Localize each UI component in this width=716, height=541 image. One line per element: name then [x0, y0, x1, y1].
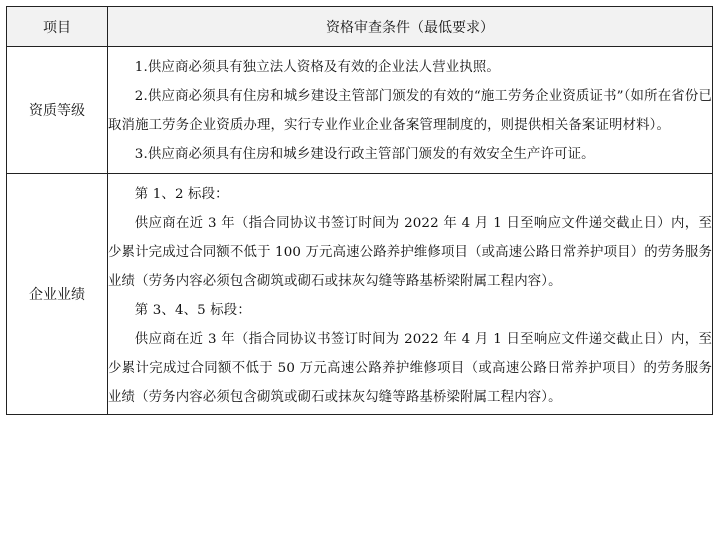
table-row-performance	[7, 174, 713, 415]
table-header-row	[7, 7, 713, 47]
row-label-performance: 企业业绩	[7, 174, 108, 415]
qualification-condition-1: 1.供应商必须具有独立法人资格及有效的企业法人营业执照。	[134, 60, 500, 75]
qualification-condition-2: 2.供应商必须具有住房和城乡建设主管部门颁发的有效的“施工劳务企业资质证书”（如所在省份已取消施工劳务企业资质办理，实行专业作业企业备案管理制度的，则提供相关备案证明材料）。	[108, 89, 712, 133]
lot-heading-1-2: 第 1、2 标段：	[134, 187, 229, 202]
performance-condition-lot-3-4-5: 供应商在近 3 年（指合同协议书签订时间为 2022 年 4 月 1 日至响应文件递交截止日）内，至少累计完成过合同额不低于 50 万元高速公路养护维修项目（或高速公路日常养护项目）的劳务服务业绩（劳务内容必须包含砌筑或砌石或抹灰勾缝等路基桥梁附属工程内容）。	[108, 332, 712, 405]
qualification-requirements-table	[6, 6, 713, 415]
performance-condition-lot-1-2: 供应商在近 3 年（指合同协议书签订时间为 2022 年 4 月 1 日至响应文件递交截止日）内，至少累计完成过合同额不低于 100 万元高速公路养护维修项目（或高速公路日常养护项目）的劳务服务业绩（劳务内容必须包含砌筑或砌石或抹灰勾缝等路基桥梁附属工程内容）。	[108, 216, 712, 289]
performance-conditions	[108, 174, 713, 415]
lot-heading-3-4-5: 第 3、4、5 标段：	[134, 303, 251, 318]
row-label-qualification: 资质等级	[7, 47, 108, 174]
header-item: 项目	[7, 7, 108, 47]
qualification-condition-3: 3.供应商必须具有住房和城乡建设行政主管部门颁发的有效安全生产许可证。	[134, 147, 595, 162]
table-row-qualification	[7, 47, 713, 174]
qualification-conditions	[108, 47, 713, 174]
header-conditions: 资格审查条件（最低要求）	[108, 7, 713, 47]
